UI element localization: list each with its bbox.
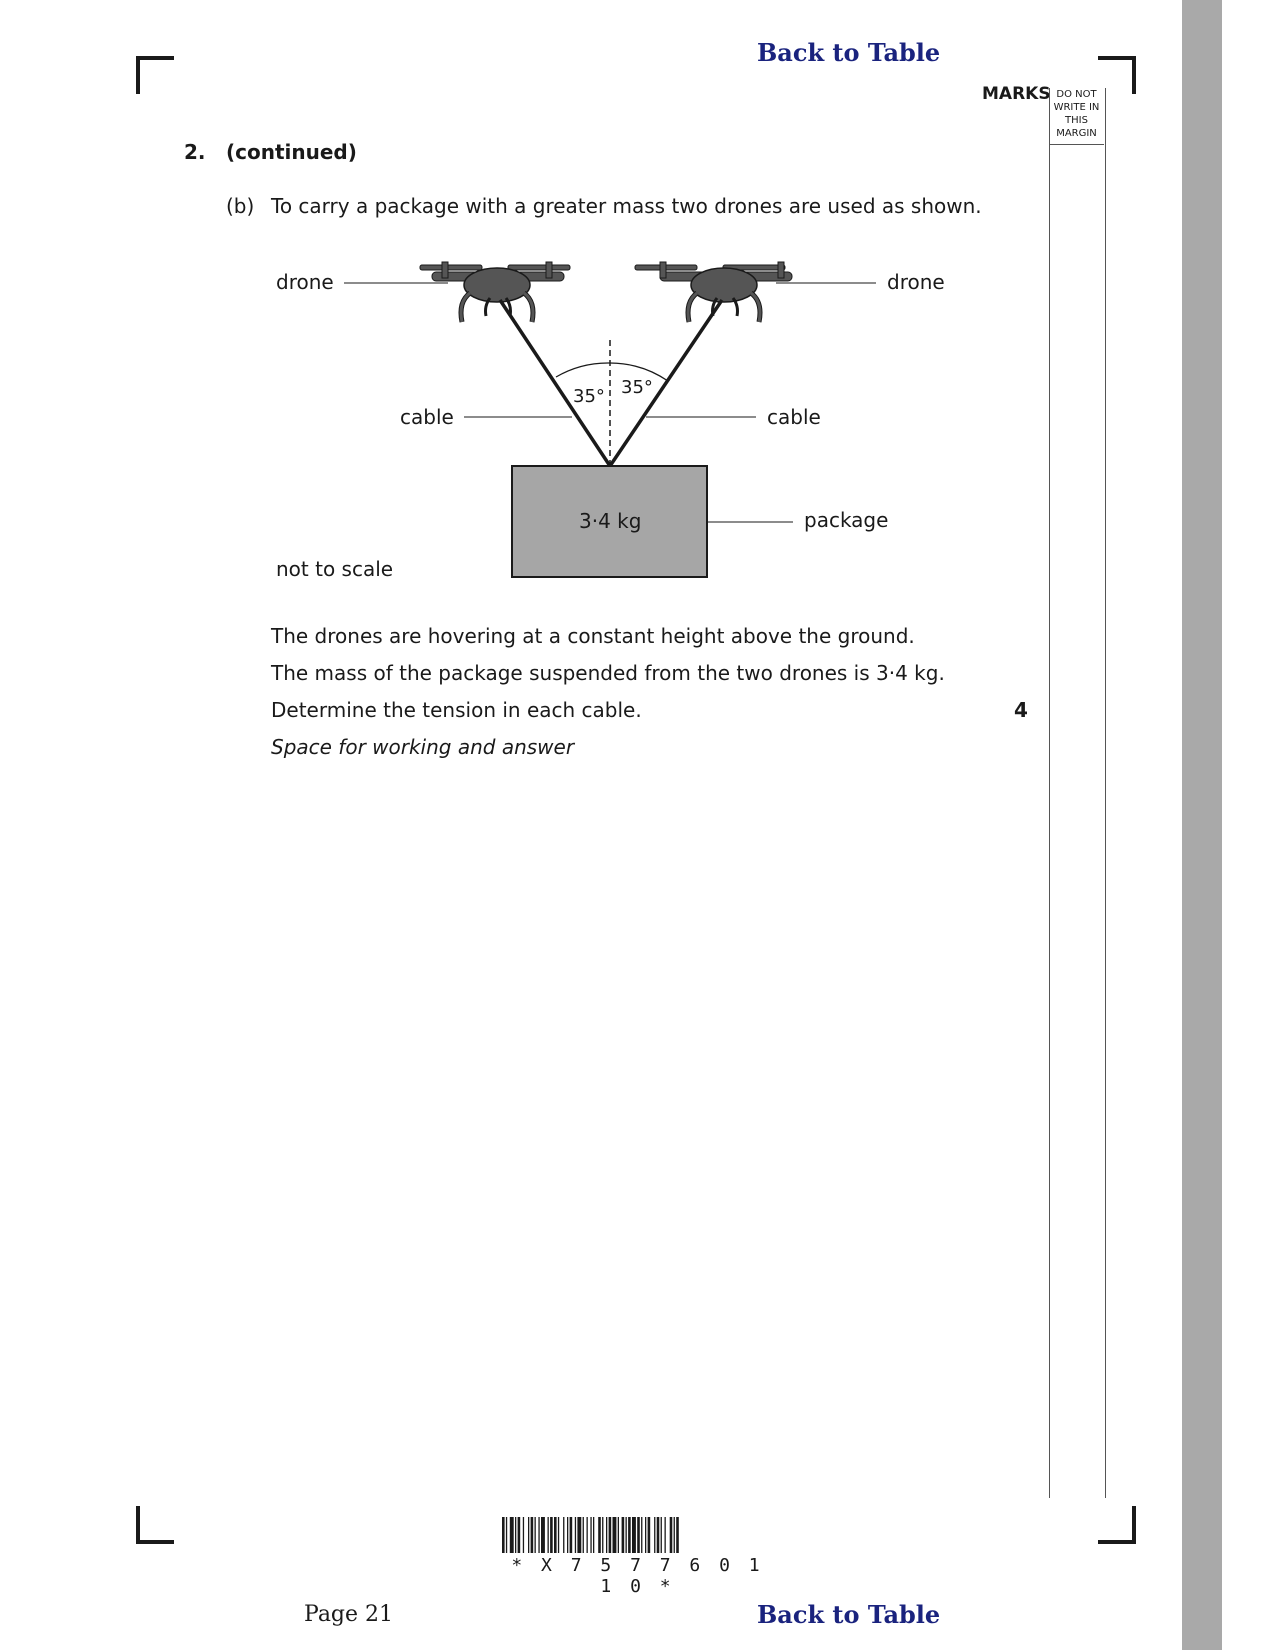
question-marks: 4 [1014,698,1028,722]
barcode-bar [570,1517,573,1553]
barcode-bar [622,1517,625,1553]
question-line: The mass of the package suspended from the two drones is 3·4 kg. [271,661,945,685]
back-to-table-link-top[interactable]: Back to Table [757,38,941,67]
barcode-bar [645,1517,646,1553]
barcode-bar [587,1517,588,1553]
barcode-bar [523,1517,524,1553]
question-line: Determine the tension in each cable. [271,698,642,722]
barcode-bar [618,1517,619,1553]
barcode-bar [613,1517,617,1553]
barcode-bar [531,1517,534,1553]
barcode-bar [670,1517,673,1553]
barcode-bar [593,1517,594,1553]
question-number: 2. [184,140,206,164]
drone-left-label: drone [276,270,334,294]
angle-arc-left [556,363,610,377]
drone-right-label: drone [887,270,945,294]
barcode-bar [550,1517,553,1553]
back-to-table-link-bottom[interactable]: Back to Table [757,1600,941,1629]
working-prompt: Space for working and answer [271,735,575,759]
part-text: To carry a package with a greater mass two drones are used as shown. [271,194,982,218]
marks-header: MARKS [982,84,1051,104]
barcode-bar [626,1517,627,1553]
barcode-bar [518,1517,521,1553]
barcode-bar [548,1517,549,1553]
barcode-bar [657,1517,660,1553]
part-label: (b) [226,194,255,218]
barcode-bar [502,1517,505,1553]
barcode-bar [554,1517,557,1553]
barcode-bar [575,1517,576,1553]
barcode-bar [661,1517,662,1553]
margin-label-line: THIS [1065,115,1088,126]
barcode-graphic [500,1517,775,1553]
barcode-bar [641,1517,642,1553]
angle-right-label: 35° [621,377,653,398]
question-continued: (continued) [226,140,357,164]
margin-label-line: WRITE IN [1053,102,1100,113]
barcode-bar [583,1517,584,1553]
barcode-bar [506,1517,507,1553]
barcode-bar [674,1517,675,1553]
angle-left-label: 35° [573,386,605,407]
barcode-bar [637,1517,640,1553]
barcode-bar [510,1517,514,1553]
barcode-bar [541,1517,545,1553]
cable-right-label: cable [767,405,821,429]
page-number: Page 21 [304,1602,394,1627]
barcode-bar [577,1517,581,1553]
barcode-bar [648,1517,651,1553]
barcode-bar [665,1517,666,1553]
package-mass-label: 3·4 kg [579,509,642,533]
question-line: The drones are hovering at a constant height above the ground. [271,624,915,648]
barcode-bar [606,1517,607,1553]
barcode-bar [628,1517,631,1553]
cable-left-line [500,300,610,466]
cable-left-label: cable [400,405,454,429]
barcode-bar [567,1517,568,1553]
drone-left-icon [420,262,570,322]
barcode-bar [598,1517,601,1553]
barcode-bar [515,1517,516,1553]
barcode-bar [602,1517,603,1553]
barcode-bar [676,1517,679,1553]
barcode-bar [590,1517,591,1553]
barcode-text: * X 7 5 7 7 6 0 1 1 0 * [511,1555,764,1597]
registration-mark-bottom-right [1098,1506,1136,1544]
margin-label-line: DO NOT [1056,89,1097,100]
scale-note: not to scale [276,557,394,581]
barcode-bar [535,1517,536,1553]
barcode-bar [632,1517,636,1553]
barcode-bar [558,1517,559,1553]
margin-label-line: MARGIN [1056,128,1097,139]
barcode-bar [609,1517,612,1553]
registration-mark-bottom-left [136,1506,174,1544]
barcode-bar [563,1517,564,1553]
barcode-bar [654,1517,655,1553]
barcode-bar [538,1517,539,1553]
package-label: package [804,508,889,532]
barcode-bar [528,1517,529,1553]
